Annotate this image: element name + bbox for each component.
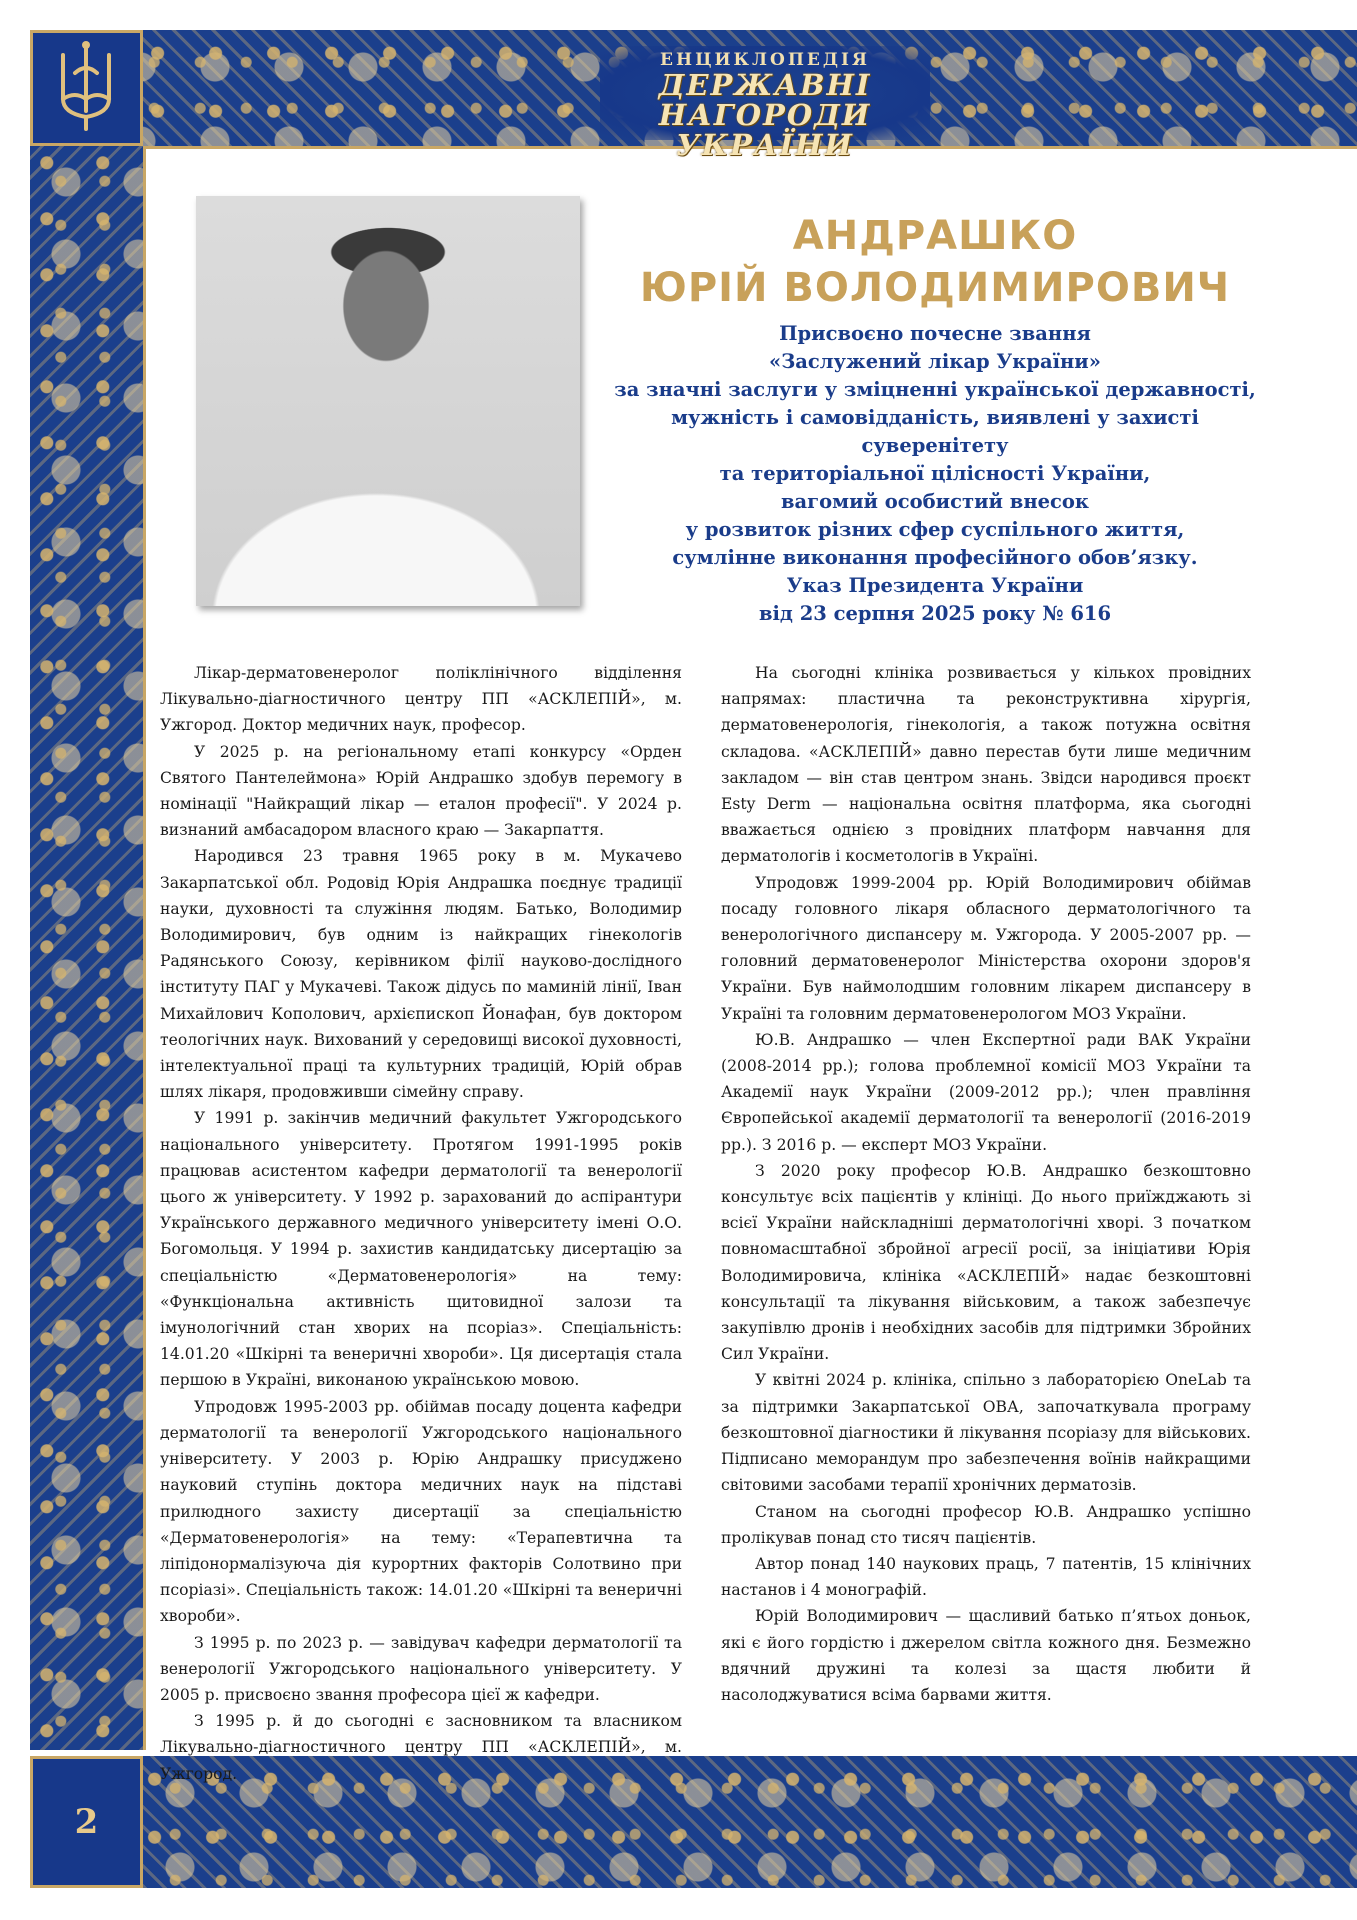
ornamental-border-left [30,146,143,1750]
award-line: мужність і самовідданість, виявлені у захисті суверенітету [671,406,1199,457]
award-line: вагомий особистий внесок [780,490,1089,513]
paragraph: Народився 23 травня 1965 року в м. Мукачево Закарпатської обл. Родовід Юрія Андрашка поєднує традиції науки, духовності та служіння людям. Батько, Володимир Володимирович, був одним із найкращих гінекологів Радянського Союзу, керівником філії науково-дослідного інституту ПАГ у Мукачеві. Також дідусь по маминій лінії, Іван Михайлович Кополович, архієпископ Йонафан, був доктором теологічних наук. Вихований у середовищі високої духовності, інтелектуальної праці та культурних традицій, Юрій обрав шлях лікаря, продовживши сімейну справу. [160,847,682,1102]
paragraph: Ю.В. Андрашко — член Експертної ради ВАК України (2008-2014 рр.); голова проблемної комісії МОЗ України та Академії наук України (2009-2012 рр.); член правління Європейської академії дерматології та венерології (2016-2019 рр.). З 2016 р. — експерт МОЗ України. [721,1030,1251,1154]
paragraph: Лікар-дерматовенеролог поліклінічного відділення Лікувально-діагностичного центру ПП «АСКЛЕПІЙ», м. Ужгород. Доктор медичних наук, професор. [160,664,682,735]
encyclopedia-label: ЕНЦИКЛОПЕДІЯ [660,50,870,70]
encyclopedia-title [600,46,930,162]
trident-icon [33,33,140,143]
paragraph: Упродовж 1995-2003 рр. обіймав посаду доцента кафедри дерматології та венерології Ужгородського національного університету. У 2003 р. Юрію Андрашку присуджено науковий ступінь доктора медичних наук на підставі прилюдного захисту дисертації за спеціальністю «Дерматовенерологія» на тему: «Терапевтична та ліпідонормалізуюча дія курортних факторів Солотвино при псоріазі». Спеціальність також: 14.01.20 «Шкірні та венеричні хвороби». [160,1397,682,1626]
paragraph: У 1991 р. закінчив медичний факультет Ужгородського національного університету. Протягом 1991-1995 років працював асистентом кафедри дерматології та венерології цього ж університету. У 1992 р. зарахований до аспірантури Українського державного медичного університету імені О.О. Богомольця. У 1994 р. захистив кандидатську дисертацію за спеціальністю «Дерматовенерологія» на тему: «Функціональна активність щитовидної залози та імунологічний стан хворих на псоріаз». Спеціальність: 14.01.20 «Шкірні та венеричні хвороби». Ця дисертація стала першою в Україні, виконаною українською мовою. [160,1109,682,1390]
award-line: у розвиток різних сфер суспільного життя, [685,518,1185,541]
paragraph: На сьогодні клініка розвивається у кількох провідних напрямах: пластична та реконструктивна хірургія, дерматовенерологія, гінекологія, а також потужна освітня складова. «АСКЛЕПІЙ» давно перестав бути лише медичним закладом — він став центром знань. Звідси народився проєкт Esty Derm — національна освітня платформа, яка сьогодні вважається однією з провідних платформ навчання для дерматологів і косметологів в Україні. [721,664,1251,866]
paragraph: З 2020 року професор Ю.В. Андрашко безкоштовно консультує всіх пацієнтів у клініці. До нього приїжджають зі всієї України найскладніші дерматологічні хворі. З початком повномасштабної збройної агресії росії, за ініціативи Юрія Володимировича, клініка «АСКЛЕПІЙ» надає безкоштовні консультації та лікування військовим, а також забезпечує закупівлю дронів і необхідних засобів для підтримки Збройних Сил України. [721,1161,1251,1364]
award-statement [600,320,1270,628]
paragraph: З 1995 р. по 2023 р. — завідувач кафедри дерматології та венерології Ужгородського національного університету. У 2005 р. присвоєно звання професора цієї ж кафедри. [160,1633,682,1704]
paragraph: Упродовж 1999-2004 рр. Юрій Володимирович обіймав посаду головного лікаря обласного дерматологічного та венерологічного диспансеру м. Ужгорода. У 2005-2007 рр. — головний дерматовенеролог Міністерства охорони здоров'я України. Був наймолодшим головним лікарем диспансеру в Україні та головним дерматовенерологом МОЗ України. [721,873,1251,1023]
decree-date: від 23 серпня 2025 року № 616 [758,602,1112,625]
emblem-block [30,30,143,146]
surname: АНДРАШКО [792,213,1078,259]
given-names: ЮРІЙ ВОЛОДИМИРОВИЧ [639,265,1231,311]
title-line-2: УКРАЇНИ [676,128,854,162]
paragraph: У квітні 2024 р. клініка, спільно з лабораторією OneLab та за підтримки Закарпатської ОВА, започаткувала програму безкоштовної діагностики й лікування псоріазу для військових. Підписано меморандум про забезпечення воїнів найкращими світовими засобами терапії хронічних дерматозів. [721,1371,1251,1495]
decree-title: Указ Президента України [786,574,1084,597]
person-name [600,210,1270,314]
award-line: сумлінне виконання професійного обов’язку. [672,546,1198,569]
page-number: 2 [74,1802,99,1842]
award-line: Присвоєно почесне звання [779,322,1091,345]
paragraph: Станом на сьогодні професор Ю.В. Андрашко успішно пролікував понад сто тисяч пацієнтів. [721,1502,1251,1547]
award-title: «Заслужений лікар України» [769,350,1101,373]
portrait-photo [196,196,580,606]
biography-left-column [160,660,682,1787]
award-line: та територіальної цілісності України, [719,462,1151,485]
page-number-block [30,1756,143,1888]
biography-right-column [721,660,1251,1708]
award-line: за значні заслуги у зміцненні української державності, [614,378,1256,401]
paragraph: Юрій Володимирович — щасливий батько п’ятьох доньок, які є його гордістю і джерелом світла кожного дня. Безмежно вдячний дружині та колезі за щастя любити й насолоджуватися всіма барвами життя. [721,1607,1251,1704]
paragraph: Автор понад 140 наукових праць, 7 патентів, 15 клінічних настанов і 4 монографій. [721,1554,1251,1600]
paragraph: З 1995 р. й до сьогодні є засновником та власником Лікувально-діагностичного центру ПП «АСКЛЕПІЙ», м. Ужгород. [160,1712,682,1783]
title-line-1: ДЕРЖАВНІ НАГОРОДИ [658,68,872,132]
paragraph: У 2025 р. на регіональному етапі конкурсу «Орден Святого Пантелеймона» Юрій Андрашко здобув перемогу в номінації "Найкращий лікар — еталон професії". У 2024 р. визнаний амбасадором власного краю — Закарпаття. [160,742,682,840]
